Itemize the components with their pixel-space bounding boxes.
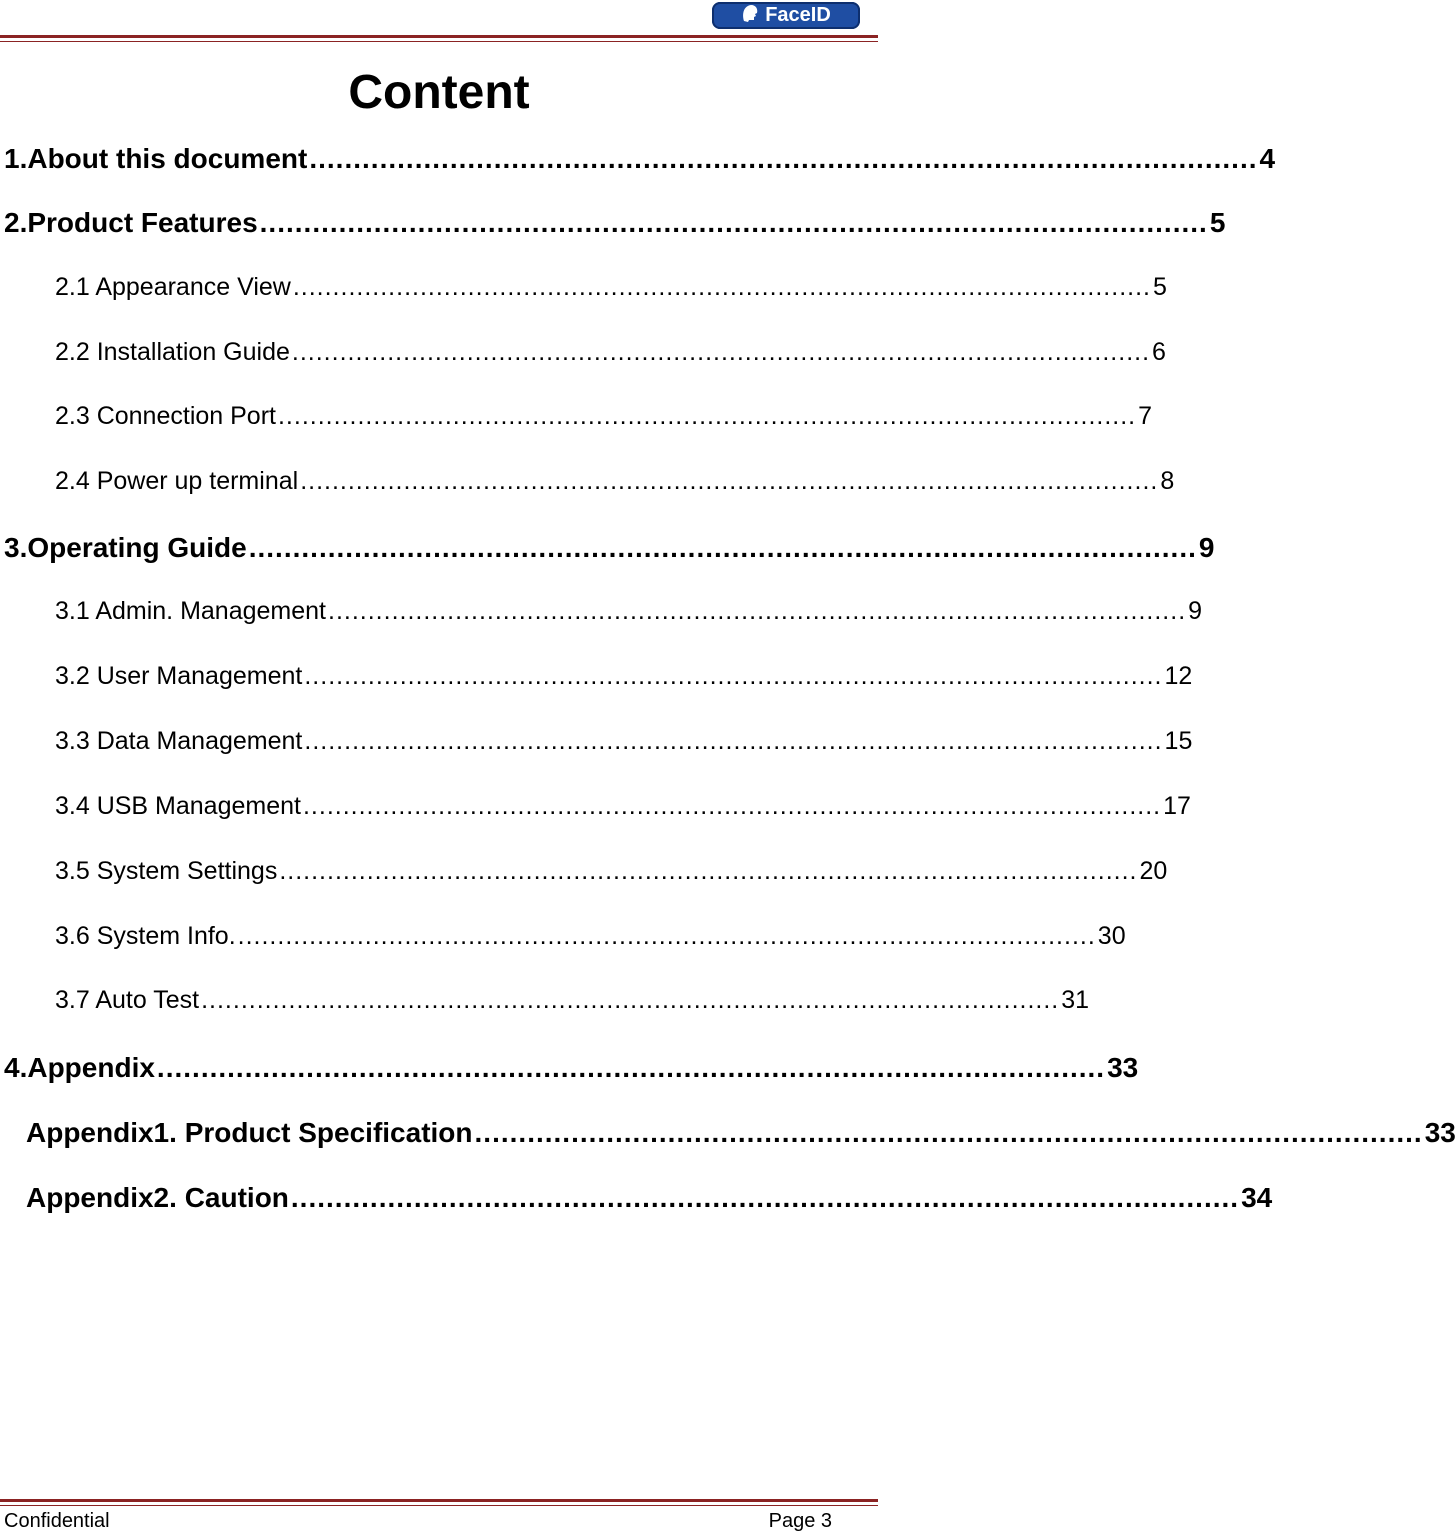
leader-dots: ............................................................................................................ <box>302 792 1162 820</box>
toc-page: 31 <box>1061 986 1090 1014</box>
page-title: Content <box>348 66 530 119</box>
toc-page: 33 <box>1424 1117 1456 1148</box>
toc-label: 3.7 Auto Test <box>55 986 200 1014</box>
toc-number: 4. <box>4 1052 28 1083</box>
toc-entry-autotest[interactable] <box>55 986 1090 1015</box>
toc-label: 3.3 Data Management <box>55 727 303 755</box>
toc-page: 5 <box>1152 273 1167 301</box>
leader-dots: ............................................................................................................ <box>291 338 1151 366</box>
toc-page: 30 <box>1097 922 1126 950</box>
toc-label: 2.3 Connection Port <box>55 402 276 430</box>
face-icon <box>741 3 759 29</box>
toc-entry-operating[interactable] <box>4 532 1215 564</box>
leader-dots: ............................................................................................................ <box>474 1117 1423 1148</box>
toc-number: 1. <box>4 143 28 174</box>
leader-dots: ............................................................................................................ <box>304 727 1163 755</box>
toc-page: 17 <box>1163 792 1191 820</box>
toc-number: 2. <box>4 207 28 238</box>
toc-entry-connection[interactable] <box>55 402 1153 431</box>
toc-label: Appendix2. Caution <box>26 1182 289 1213</box>
leader-dots: ............................................................................................................ <box>277 402 1137 430</box>
toc-label: Operating Guide <box>27 532 247 563</box>
toc-entry-user[interactable] <box>55 662 1193 691</box>
toc-page: 8 <box>1160 467 1175 495</box>
toc-entry-usb[interactable] <box>55 792 1191 821</box>
logo-text: FaceID <box>765 4 831 26</box>
toc-page: 12 <box>1164 662 1193 690</box>
toc-entry-features[interactable] <box>4 207 1226 239</box>
page-header <box>0 0 878 48</box>
toc-entry-appendix1[interactable] <box>26 1117 1456 1149</box>
toc-label: Appendix1. Product Specification <box>26 1117 473 1148</box>
leader-dots: ............................................................................................................ <box>290 1182 1240 1213</box>
toc-label: 2.2 Installation Guide <box>55 338 290 366</box>
toc-page: 4 <box>1259 143 1276 174</box>
toc-entry-appendix2[interactable] <box>26 1182 1273 1214</box>
leader-dots: ............................................................................................................ <box>237 922 1096 950</box>
toc-entry-data[interactable] <box>55 727 1193 756</box>
toc-page: 9 <box>1188 597 1203 625</box>
toc-label: Product Features <box>27 207 258 238</box>
leader-dots: ............................................................................................................ <box>300 467 1159 495</box>
leader-dots: ............................................................................................................ <box>156 1052 1106 1083</box>
toc-page: 9 <box>1198 532 1215 563</box>
leader-dots: ............................................................................................................ <box>304 662 1163 690</box>
toc-page: 33 <box>1107 1052 1139 1083</box>
toc-entry-admin[interactable] <box>55 597 1203 626</box>
toc-label: Appendix <box>27 1052 155 1083</box>
header-rule <box>0 35 878 38</box>
footer-page-number: Page 3 <box>768 1510 832 1532</box>
toc-label: 3.2 User Management <box>55 662 303 690</box>
leader-dots: ............................................................................................................ <box>201 986 1060 1014</box>
toc-entry-info[interactable] <box>55 922 1126 951</box>
toc-entry-settings[interactable] <box>55 857 1168 886</box>
toc-entry-installation[interactable] <box>55 338 1166 367</box>
toc-label: 3.6 System Info. <box>55 922 236 950</box>
toc-page: 34 <box>1241 1182 1273 1213</box>
toc-entry-appearance[interactable] <box>55 273 1167 302</box>
toc-entry-about[interactable] <box>4 143 1276 175</box>
toc-page: 5 <box>1209 207 1226 238</box>
toc-entry-appendix[interactable] <box>4 1052 1139 1084</box>
footer-rule-thin <box>0 1505 878 1506</box>
faceid-logo <box>712 2 860 29</box>
toc-page: 15 <box>1164 727 1193 755</box>
footer-confidential: Confidential <box>4 1510 110 1532</box>
leader-dots: ............................................................................................................ <box>259 207 1208 238</box>
toc-number: 3. <box>4 532 28 563</box>
leader-dots: ............................................................................................................ <box>328 597 1187 625</box>
toc-page: 7 <box>1138 402 1153 430</box>
toc-label: 3.1 Admin. Management <box>55 597 326 625</box>
leader-dots: ............................................................................................................ <box>248 532 1197 563</box>
header-rule-thin <box>0 41 878 42</box>
toc-label: About this document <box>27 143 308 174</box>
toc-page: 6 <box>1152 338 1166 366</box>
toc-label: 3.5 System Settings <box>55 857 278 885</box>
footer-rule <box>0 1499 878 1502</box>
leader-dots: ............................................................................................................ <box>309 143 1258 174</box>
toc-label: 3.4 USB Management <box>55 792 301 820</box>
toc-entry-power-up[interactable] <box>55 467 1175 496</box>
leader-dots: ............................................................................................................ <box>279 857 1138 885</box>
toc-page: 20 <box>1139 857 1168 885</box>
toc-label: 2.4 Power up terminal <box>55 467 299 495</box>
leader-dots: ............................................................................................................ <box>292 273 1151 301</box>
toc-label: 2.1 Appearance View <box>55 273 291 301</box>
